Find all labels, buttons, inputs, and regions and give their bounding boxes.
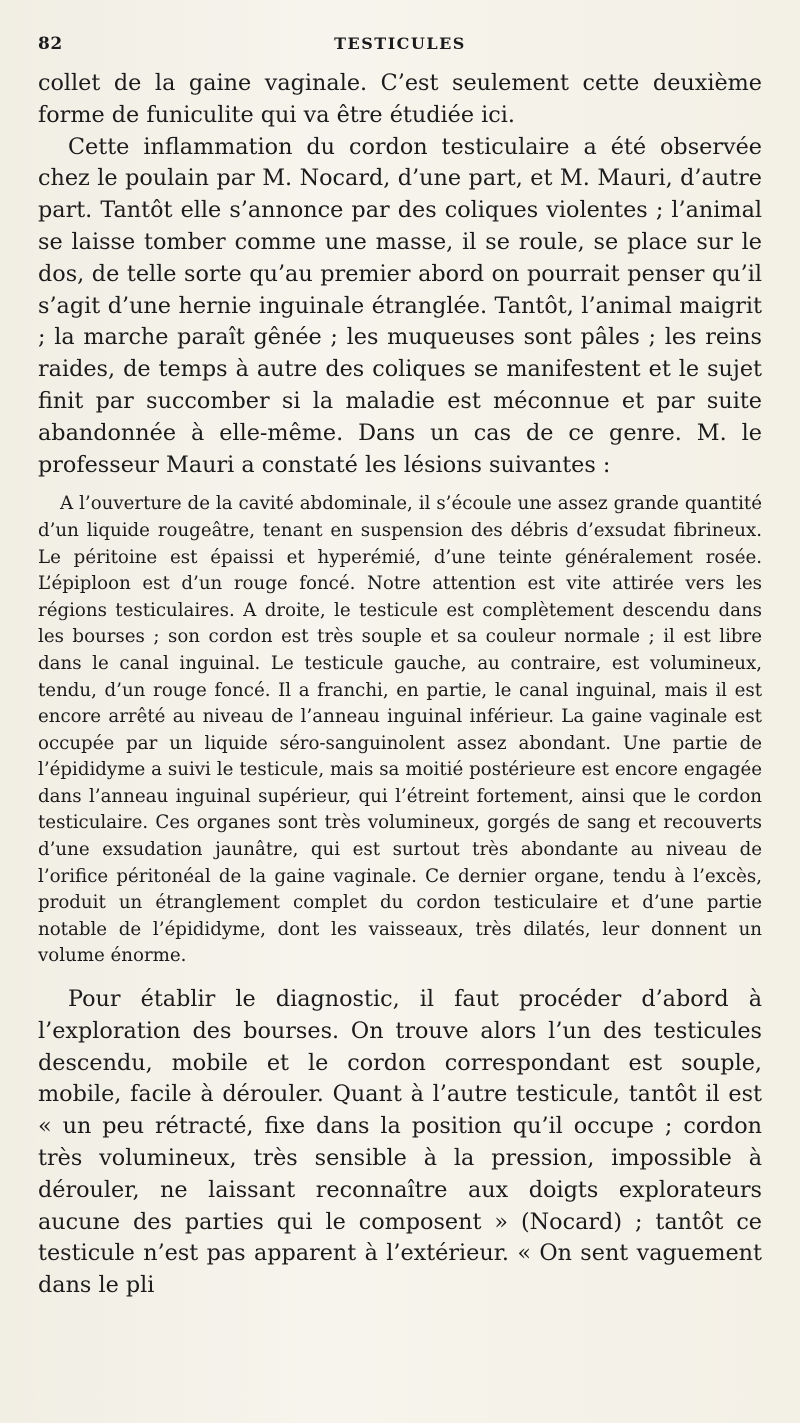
page-header: [38, 34, 762, 58]
paragraph-funiculite: Cette inflammation du cordon testiculaire a été observée chez le poulain par M. Nocard, d’une part, et M. Mauri, d’autre part. Tantôt elle s’annonce par des coliques violentes ; l’animal se laisse tomber comme une masse, il se roule, se place sur le dos, de telle sorte qu’au premier abord on pourrait penser qu’il s’agit d’une hernie inguinale étranglée. Tantôt, l’animal maigrit ; la marche paraît gênée ; les muqueuses sont pâles ; les reins raides, de temps à autre des coliques se manifestent et le sujet finit par succomber si la maladie est méconnue et par suite abandonnée à elle-même. Dans un cas de ce genre. M. le professeur Mauri a constaté les lésions suivantes :: [38, 133, 762, 478]
paragraph-diagnostic: Pour établir le diagnostic, il faut procéder d’abord à l’exploration des bourses. On trouve alors l’un des testicules descendu, mobile et le cordon correspondant est souple, mobile, facile à dérouler. Quant à l’autre testicule, tantôt il est « un peu rétracté, fixe dans la position qu’il occupe ; cordon très volumineux, très sensible à la pression, impossible à dérouler, ne laissant reconnaître aux doigts explorateurs aucune des parties qui le composent » (Nocard) ; tantôt ce testicule n’est pas apparent à l’extérieur. « On sent vaguement dans le pli: [38, 986, 762, 1299]
body-text: [38, 68, 762, 1302]
quoted-observation: [38, 491, 762, 970]
page-number: 82: [38, 34, 63, 54]
paragraph-continuation: collet de la gaine vaginale. C’est seulement cette deuxième forme de funiculite qui va être étudiée ici.: [38, 70, 762, 128]
running-title: TESTICULES: [334, 34, 466, 53]
quote-text: A l’ouverture de la cavité abdominale, il s’écoule une assez grande quantité d’un liquide rougeâtre, tenant en suspension des débris d’exsudat fibrineux. Le péritoine est épaissi et hyperémié, d’une teinte généralement rosée. L’épiploon est d’un rouge foncé. Notre attention est vite attirée vers les régions testiculaires. A droite, le testicule est complètement descendu dans les bourses ; son cordon est très souple et sa couleur normale ; il est libre dans le canal inguinal. Le testicule gauche, au contraire, est volumineux, tendu, d’un rouge foncé. Il a franchi, en partie, le canal inguinal, mais il est encore arrêté au niveau de l’anneau inguinal inférieur. La gaine vaginale est occupée par un liquide séro-sanguinolent assez abondant. Une partie de l’épididyme a suivi le testicule, mais sa moitié postérieure est encore engagée dans l’anneau inguinal supérieur, qui l’étreint fortement, ainsi que le cordon testiculaire. Ces organes sont très volumineux, gorgés de sang et recouverts d’une exsudation jaunâtre, qui est surtout très abondante au niveau de l’orifice péritonéal de la gaine vaginale. Ce dernier organe, tendu à l’excès, produit un étranglement complet du cordon testiculaire et d’une partie notable de l’épididyme, dont les vaisseaux, très dilatés, leur donnent un volume énorme.: [38, 493, 762, 967]
